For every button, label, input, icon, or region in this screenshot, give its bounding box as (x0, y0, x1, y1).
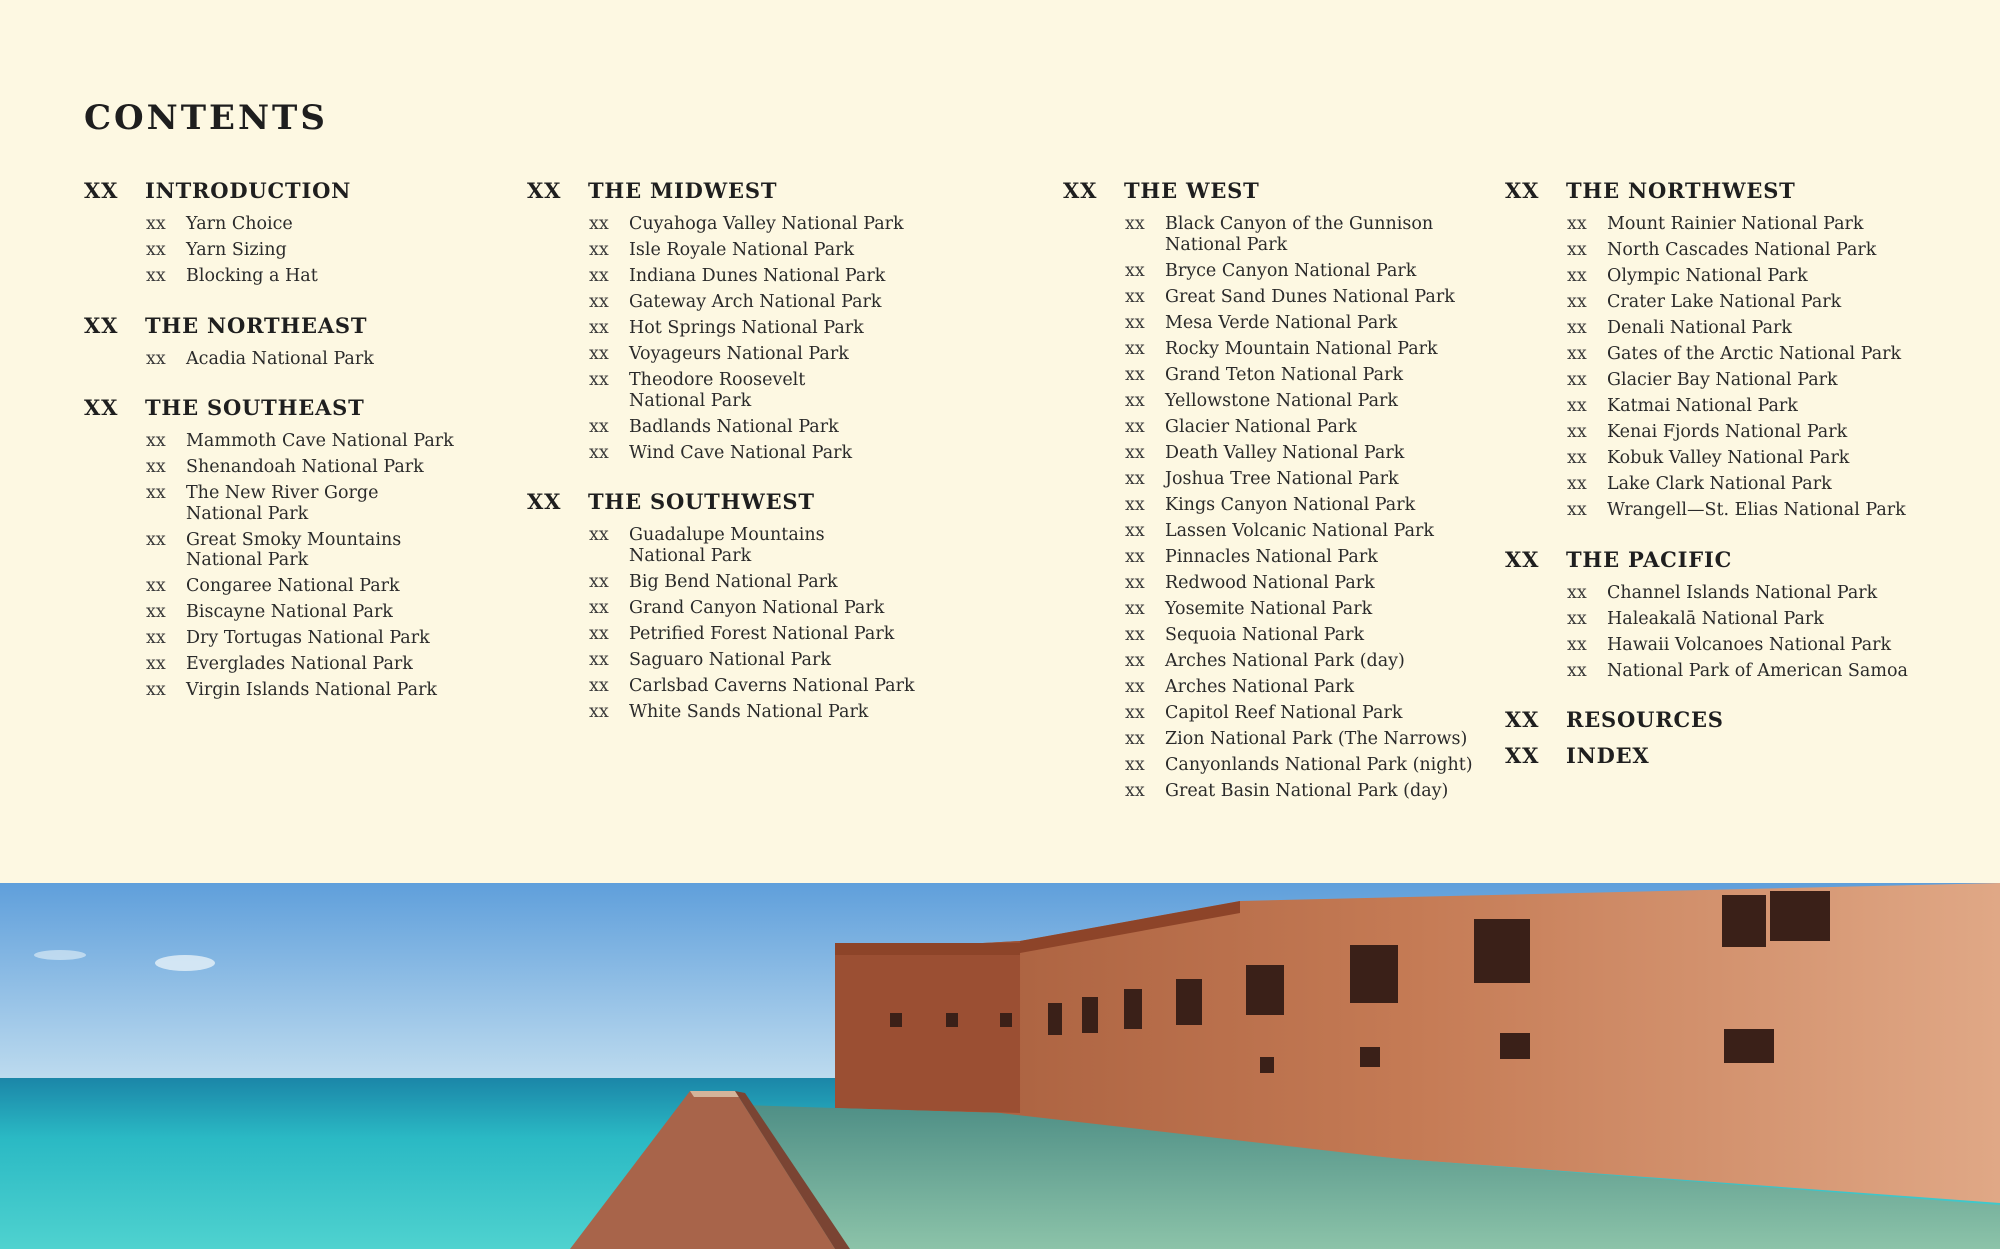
entry-title: Crater Lake National Park (1607, 292, 1842, 312)
entry-title: Biscayne National Park (186, 602, 393, 622)
entry-title: Mesa Verde National Park (1165, 312, 1398, 333)
entry-page-number: xx (146, 576, 166, 596)
toc-entry[interactable] (527, 266, 1007, 287)
entry-title: Olympic National Park (1607, 266, 1808, 286)
toc-entry[interactable] (1063, 547, 1493, 568)
toc-entry[interactable] (1063, 214, 1493, 255)
toc-entry[interactable] (1505, 318, 1975, 339)
toc-entry[interactable] (1505, 661, 1975, 682)
toc-entry[interactable] (1063, 469, 1493, 490)
section-items (1063, 214, 1493, 801)
entry-title: North Cascades National Park (1607, 240, 1877, 260)
toc-entry[interactable] (1063, 755, 1493, 776)
entry-title: Joshua Tree National Park (1165, 468, 1399, 489)
entry-title: Mount Rainier National Park (1607, 214, 1864, 234)
toc-entry[interactable] (1505, 448, 1975, 469)
entry-page-number: xx (589, 701, 609, 722)
section-title: RESOURCES (1566, 707, 1724, 732)
entry-title: Yarn Sizing (186, 240, 287, 260)
entry-page-number: xx (1125, 598, 1145, 619)
entry-page-number: xx (1125, 676, 1145, 697)
toc-entry[interactable] (1063, 729, 1493, 750)
entry-page-number: xx (1125, 650, 1145, 671)
entry-title: Dry Tortugas National Park (186, 628, 430, 648)
entry-page-number: xx (1125, 702, 1145, 723)
entry-page-number: xx (1125, 754, 1145, 775)
entry-page-number: xx (1567, 660, 1587, 681)
toc-section (527, 178, 1007, 463)
entry-page-number: xx (146, 654, 166, 674)
entry-title: Big Bend National Park (629, 571, 838, 592)
entry-page-number: xx (589, 675, 609, 696)
entry-page-number: xx (1567, 292, 1587, 312)
entry-title: Virgin Islands National Park (186, 680, 438, 700)
section-items (1505, 214, 1975, 521)
fort-jefferson-photo (0, 883, 2000, 1249)
entry-title: Glacier Bay National Park (1607, 370, 1838, 390)
section-title: THE NORTHWEST (1566, 178, 1796, 203)
entry-title: Carlsbad Caverns National Park (629, 675, 915, 696)
entry-page-number: xx (146, 266, 166, 286)
entry-title: Lake Clark National Park (1607, 474, 1832, 494)
toc-entry[interactable] (84, 214, 504, 235)
toc-entry[interactable] (1063, 573, 1493, 594)
toc-entry[interactable] (84, 680, 504, 701)
entry-title: Yellowstone National Park (1165, 390, 1399, 411)
entry-title: Kobuk Valley National Park (1607, 448, 1850, 468)
entry-title: Great Basin National Park (day) (1165, 780, 1449, 801)
entry-page-number: xx (1567, 344, 1587, 364)
entry-page-number: xx (589, 442, 609, 463)
entry-title: Congaree National Park (186, 576, 400, 596)
toc-entry[interactable] (1505, 422, 1975, 443)
toc-entry[interactable] (527, 214, 1007, 235)
entry-page-number: xx (589, 525, 609, 545)
fort-parapet (835, 943, 1020, 955)
entry-title: Zion National Park (The Narrows) (1165, 728, 1468, 749)
entry-title: Haleakalā National Park (1607, 608, 1824, 629)
toc-entry[interactable] (1505, 635, 1975, 656)
entry-page-number: xx (146, 680, 166, 700)
section-page-number: XX (84, 395, 119, 420)
toc-entry[interactable] (84, 602, 504, 623)
toc-entry[interactable] (1505, 370, 1975, 391)
entry-page-number: xx (589, 649, 609, 670)
toc-entry[interactable] (84, 349, 504, 370)
toc-entry[interactable] (1505, 266, 1975, 287)
entry-title: Saguaro National Park (629, 649, 831, 670)
section-items (527, 214, 1007, 463)
entry-title: Guadalupe Mountains National Park (629, 525, 825, 566)
entry-title: Capitol Reef National Park (1165, 702, 1403, 723)
entry-page-number: xx (1125, 546, 1145, 567)
entry-title: Petrified Forest National Park (629, 623, 895, 644)
contents-column-3 (1063, 178, 1493, 827)
toc-section (84, 178, 504, 287)
entry-title: Gateway Arch National Park (629, 292, 882, 312)
entry-page-number: xx (146, 529, 166, 550)
toc-entry[interactable] (1505, 474, 1975, 495)
entry-page-number: xx (1567, 474, 1587, 494)
toc-entry[interactable] (527, 702, 1007, 723)
toc-entry[interactable] (527, 525, 1007, 566)
entry-page-number: xx (1125, 442, 1145, 463)
entry-title: The New River Gorge National Park (186, 483, 379, 524)
toc-entry[interactable] (1505, 396, 1975, 417)
entry-page-number: xx (1567, 266, 1587, 286)
toc-entry[interactable] (527, 370, 1007, 411)
toc-entry[interactable] (1063, 651, 1493, 672)
toc-entry[interactable] (1063, 339, 1493, 360)
entry-title: Black Canyon of the Gunnison National Park (1165, 214, 1434, 255)
section-heading[interactable] (1505, 743, 1975, 771)
entry-title: Yosemite National Park (1165, 598, 1373, 619)
entry-title: Grand Teton National Park (1165, 364, 1404, 385)
section-heading[interactable] (1505, 178, 1975, 206)
entry-page-number: xx (1567, 318, 1587, 338)
toc-entry[interactable] (1063, 261, 1493, 282)
entry-page-number: xx (589, 344, 609, 364)
entry-page-number: xx (589, 214, 609, 234)
toc-entry[interactable] (527, 318, 1007, 339)
entry-page-number: xx (1567, 422, 1587, 442)
toc-entry[interactable] (527, 572, 1007, 593)
section-page-number: XX (1063, 178, 1098, 203)
toc-entry[interactable] (1063, 703, 1493, 724)
toc-entry[interactable] (1063, 625, 1493, 646)
entry-page-number: xx (1125, 312, 1145, 333)
section-title: THE NORTHEAST (145, 312, 368, 338)
entry-page-number: xx (1125, 572, 1145, 593)
section-title: INDEX (1566, 743, 1650, 768)
toc-entry[interactable] (1505, 292, 1975, 313)
entry-page-number: xx (1567, 396, 1587, 416)
toc-entry[interactable] (1063, 313, 1493, 334)
section-title: THE PACIFIC (1566, 546, 1733, 572)
entry-title: Cuyahoga Valley National Park (629, 214, 904, 234)
contents-column-4 (1505, 178, 1975, 779)
section-items (1505, 583, 1975, 682)
toc-section (1505, 178, 1975, 521)
section-heading[interactable] (84, 395, 504, 423)
entry-page-number: xx (1125, 416, 1145, 437)
entry-title: Canyonlands National Park (night) (1165, 754, 1473, 775)
toc-entry[interactable] (84, 266, 504, 287)
entry-title: Everglades National Park (186, 654, 413, 674)
section-page-number: XX (1505, 707, 1540, 732)
entry-title: Blocking a Hat (186, 266, 318, 286)
toc-entry[interactable] (84, 530, 504, 571)
entry-page-number: xx (1125, 390, 1145, 411)
section-page-number: XX (1505, 546, 1540, 572)
toc-entry[interactable] (84, 576, 504, 597)
entry-page-number: xx (1125, 364, 1145, 385)
entry-title: Denali National Park (1607, 318, 1793, 338)
contents-column-2 (527, 178, 1007, 748)
entry-title: Great Sand Dunes National Park (1165, 286, 1455, 307)
section-items (84, 431, 504, 701)
toc-entry[interactable] (527, 598, 1007, 619)
entry-title: Great Smoky Mountains National Park (186, 529, 402, 570)
toc-entry[interactable] (84, 483, 504, 524)
toc-entry[interactable] (527, 292, 1007, 313)
section-page-number: XX (1505, 743, 1540, 768)
entry-title: Kings Canyon National Park (1165, 494, 1416, 515)
toc-entry[interactable] (1063, 417, 1493, 438)
toc-section (84, 313, 504, 370)
photo-illustration (0, 883, 2000, 1249)
section-title: THE MIDWEST (588, 178, 778, 203)
entry-page-number: xx (1125, 214, 1145, 234)
entry-page-number: xx (1125, 260, 1145, 281)
toc-entry[interactable] (527, 676, 1007, 697)
toc-section (1505, 547, 1975, 682)
entry-page-number: xx (589, 370, 609, 390)
toc-entry[interactable] (1063, 391, 1493, 412)
entry-page-number: xx (589, 623, 609, 644)
entry-title: Arches National Park (1165, 676, 1355, 697)
entry-title: Mammoth Cave National Park (186, 431, 454, 451)
toc-entry[interactable] (84, 457, 504, 478)
entry-title: Katmai National Park (1607, 396, 1798, 416)
entry-title: Acadia National Park (186, 348, 374, 369)
entry-page-number: xx (1567, 608, 1587, 629)
entry-title: Yarn Choice (186, 214, 293, 234)
entry-title: Death Valley National Park (1165, 442, 1405, 463)
seawall-top (690, 1091, 740, 1097)
entry-page-number: xx (1125, 338, 1145, 359)
toc-entry[interactable] (1063, 495, 1493, 516)
entry-page-number: xx (1125, 286, 1145, 307)
entry-page-number: xx (146, 457, 166, 477)
toc-entry[interactable] (1505, 609, 1975, 630)
section-items (527, 525, 1007, 722)
entry-title: Shenandoah National Park (186, 457, 424, 477)
page-title: CONTENTS (84, 98, 328, 138)
entry-page-number: xx (146, 240, 166, 260)
toc-section (1063, 178, 1493, 801)
entry-page-number: xx (589, 240, 609, 260)
entry-page-number: xx (1567, 240, 1587, 260)
fort-bastion (835, 941, 1020, 1113)
section-items (84, 214, 504, 287)
toc-entry[interactable] (84, 240, 504, 261)
entry-title: Badlands National Park (629, 416, 839, 437)
entry-page-number: xx (1125, 780, 1145, 801)
entry-title: Glacier National Park (1165, 416, 1357, 437)
toc-entry[interactable] (527, 650, 1007, 671)
section-title: THE SOUTHWEST (588, 489, 815, 514)
entry-page-number: xx (1567, 500, 1587, 520)
toc-entry[interactable] (84, 431, 504, 452)
toc-entry[interactable] (1505, 583, 1975, 604)
section-heading[interactable] (1505, 707, 1975, 735)
section-page-number: XX (527, 489, 562, 514)
entry-title: Wrangell—St. Elias National Park (1607, 500, 1906, 520)
entry-title: Pinnacles National Park (1165, 546, 1378, 567)
entry-page-number: xx (589, 318, 609, 338)
toc-entry[interactable] (1063, 599, 1493, 620)
toc-section (1505, 707, 1975, 735)
entry-title: Lassen Volcanic National Park (1165, 520, 1435, 541)
entry-page-number: xx (1567, 214, 1587, 234)
toc-entry[interactable] (1505, 214, 1975, 235)
entry-page-number: xx (146, 214, 166, 234)
toc-entry[interactable] (527, 443, 1007, 464)
entry-title: Indiana Dunes National Park (629, 266, 886, 286)
section-heading[interactable] (1063, 178, 1493, 206)
entry-title: Redwood National Park (1165, 572, 1375, 593)
entry-page-number: xx (1567, 582, 1587, 603)
section-heading[interactable] (1505, 547, 1975, 575)
contents-column-1 (84, 178, 504, 727)
entry-title: Hawaii Volcanoes National Park (1607, 634, 1892, 655)
entry-page-number: xx (589, 266, 609, 286)
toc-entry[interactable] (1063, 365, 1493, 386)
entry-title: Voyageurs National Park (629, 344, 849, 364)
entry-page-number: xx (146, 483, 166, 503)
toc-entry[interactable] (527, 344, 1007, 365)
toc-entry[interactable] (1063, 781, 1493, 802)
toc-section (84, 395, 504, 701)
entry-page-number: xx (146, 431, 166, 451)
section-page-number: XX (1505, 178, 1540, 203)
toc-entry[interactable] (1063, 677, 1493, 698)
section-page-number: XX (84, 178, 119, 203)
toc-entry[interactable] (1063, 287, 1493, 308)
entry-page-number: xx (1125, 468, 1145, 489)
entry-title: Hot Springs National Park (629, 318, 864, 338)
entry-title: Kenai Fjords National Park (1607, 422, 1848, 442)
entry-title: Channel Islands National Park (1607, 582, 1878, 603)
toc-entry[interactable] (1505, 344, 1975, 365)
entry-page-number: xx (589, 416, 609, 437)
toc-entry[interactable] (1505, 240, 1975, 261)
toc-entry[interactable] (527, 240, 1007, 261)
entry-page-number: xx (1125, 494, 1145, 515)
section-page-number: XX (527, 178, 562, 203)
entry-title: Theodore Roosevelt National Park (629, 370, 806, 411)
entry-page-number: xx (589, 292, 609, 312)
entry-title: Wind Cave National Park (629, 442, 853, 463)
entry-page-number: xx (589, 597, 609, 618)
cloud (34, 950, 86, 960)
entry-title: Isle Royale National Park (629, 240, 855, 260)
section-heading[interactable] (84, 178, 504, 206)
section-page-number: XX (84, 312, 119, 338)
entry-title: White Sands National Park (629, 701, 869, 722)
entry-page-number: xx (1567, 448, 1587, 468)
entry-page-number: xx (146, 348, 166, 369)
entry-page-number: xx (1125, 624, 1145, 645)
section-title: THE WEST (1124, 178, 1260, 203)
entry-title: National Park of American Samoa (1607, 660, 1908, 681)
entry-page-number: xx (146, 628, 166, 648)
entry-page-number: xx (146, 602, 166, 622)
section-title: INTRODUCTION (145, 178, 352, 203)
cloud (155, 955, 215, 971)
entry-title: Grand Canyon National Park (629, 597, 885, 618)
entry-page-number: xx (1567, 370, 1587, 390)
toc-entry[interactable] (1063, 521, 1493, 542)
toc-entry[interactable] (84, 628, 504, 649)
entry-page-number: xx (589, 571, 609, 592)
entry-page-number: xx (1125, 520, 1145, 541)
section-heading[interactable] (527, 178, 1007, 206)
toc-section (1505, 743, 1975, 771)
toc-entry[interactable] (527, 417, 1007, 438)
toc-entry[interactable] (1063, 443, 1493, 464)
section-items (84, 349, 504, 370)
toc-section (527, 489, 1007, 722)
entry-title: Sequoia National Park (1165, 624, 1365, 645)
toc-entry[interactable] (84, 654, 504, 675)
section-heading[interactable] (527, 489, 1007, 517)
section-title: THE SOUTHEAST (145, 395, 365, 420)
entry-title: Rocky Mountain National Park (1165, 338, 1438, 359)
toc-entry[interactable] (1505, 500, 1975, 521)
toc-entry[interactable] (527, 624, 1007, 645)
entry-title: Bryce Canyon National Park (1165, 260, 1417, 281)
entry-page-number: xx (1125, 728, 1145, 749)
entry-title: Arches National Park (day) (1165, 650, 1405, 671)
entry-page-number: xx (1567, 634, 1587, 655)
entry-title: Gates of the Arctic National Park (1607, 344, 1902, 364)
section-heading[interactable] (84, 313, 504, 341)
